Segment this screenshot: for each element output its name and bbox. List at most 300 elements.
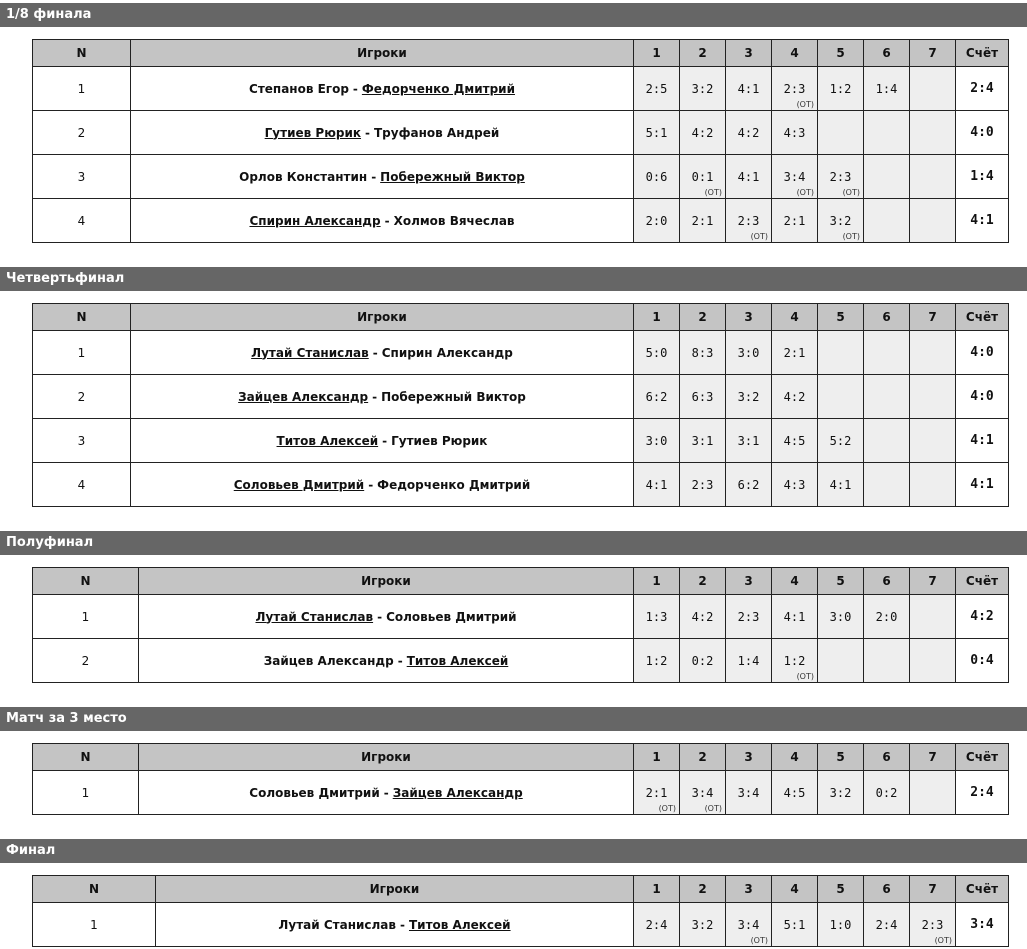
game-score-value: 3:4 [783, 169, 806, 184]
game-score-value: 1:2 [829, 81, 852, 96]
results-table [32, 567, 1009, 683]
overtime-mark: (ОТ) [750, 936, 768, 945]
overtime-mark: (ОТ) [842, 188, 860, 197]
game-score-value: 4:1 [645, 477, 668, 492]
player-name: Орлов Константин [239, 169, 368, 184]
game-score [772, 199, 818, 243]
game-score [634, 331, 680, 375]
game-score-value: 5:1 [645, 125, 668, 140]
game-score [864, 111, 910, 155]
players-separator: - [372, 389, 378, 404]
game-score-value: 3:0 [645, 433, 668, 448]
game-score [726, 771, 772, 815]
game-score-value: 1:2 [783, 653, 806, 668]
game-score-value: 2:1 [783, 213, 806, 228]
game-score-value: 4:3 [783, 477, 806, 492]
col-header-total: Счёт [956, 304, 1009, 331]
overtime-mark: (ОТ) [704, 188, 722, 197]
game-score-value: 4:1 [783, 609, 806, 624]
match-number: 1 [33, 903, 156, 947]
game-score [910, 903, 956, 947]
match-number: 1 [33, 771, 139, 815]
game-score [864, 155, 910, 199]
match-total: 4:1 [956, 463, 1009, 507]
game-score-value: 0:2 [875, 785, 898, 800]
game-score [726, 199, 772, 243]
game-score [818, 111, 864, 155]
col-header-set: 2 [680, 40, 726, 67]
game-score [772, 595, 818, 639]
match-players [131, 199, 634, 243]
game-score [634, 199, 680, 243]
player-link[interactable]: Лутай Станислав [251, 345, 369, 360]
game-score-value: 3:2 [829, 213, 852, 228]
stage-title: Финал [0, 839, 1027, 863]
player-link[interactable]: Зайцев Александр [238, 389, 369, 404]
game-score-value: 3:1 [737, 433, 760, 448]
match-number: 1 [33, 67, 131, 111]
players-separator: - [368, 477, 374, 492]
match-total: 4:1 [956, 419, 1009, 463]
col-header-set: 4 [772, 304, 818, 331]
col-header-set: 5 [818, 40, 864, 67]
overtime-mark: (ОТ) [796, 188, 814, 197]
game-score-value: 4:1 [737, 169, 760, 184]
game-score [726, 331, 772, 375]
game-score-value: 3:0 [737, 345, 760, 360]
match-row [33, 67, 1009, 111]
player-link[interactable]: Лутай Станислав [255, 609, 374, 624]
game-score-value: 2:1 [691, 213, 714, 228]
game-score [680, 639, 726, 683]
col-header-set: 3 [726, 568, 772, 595]
game-score-value: 2:3 [783, 81, 806, 96]
game-score [634, 595, 680, 639]
game-score [864, 463, 910, 507]
overtime-mark: (ОТ) [796, 672, 814, 681]
col-header-set: 4 [772, 876, 818, 903]
game-score-value: 2:3 [737, 609, 760, 624]
header-row [33, 40, 1009, 67]
players-separator: - [397, 653, 403, 668]
player-name: Гутиев Рюрик [391, 433, 488, 448]
players-separator: - [382, 433, 388, 448]
game-score-value: 2:4 [645, 917, 668, 932]
game-score [680, 419, 726, 463]
match-total: 4:1 [956, 199, 1009, 243]
match-players [131, 463, 634, 507]
game-score-value: 2:3 [737, 213, 760, 228]
game-score [634, 419, 680, 463]
player-link[interactable]: Спирин Александр [249, 213, 381, 228]
stage-title: Полуфинал [0, 531, 1027, 555]
game-score [818, 771, 864, 815]
player-name: Холмов Вячеслав [393, 213, 515, 228]
player-name: Степанов Егор [249, 81, 349, 96]
col-header-set: 4 [772, 40, 818, 67]
game-score [772, 419, 818, 463]
match-row [33, 463, 1009, 507]
header-row [33, 876, 1009, 903]
game-score [726, 67, 772, 111]
col-header-set: 5 [818, 568, 864, 595]
player-name: Зайцев Александр [263, 653, 394, 668]
game-score [772, 375, 818, 419]
game-score [772, 67, 818, 111]
game-score [818, 331, 864, 375]
game-score-value: 4:5 [783, 433, 806, 448]
game-score [726, 375, 772, 419]
game-score [726, 155, 772, 199]
game-score [680, 67, 726, 111]
game-score [910, 771, 956, 815]
game-score [910, 639, 956, 683]
game-score [864, 639, 910, 683]
players-separator: - [400, 917, 405, 932]
player-link[interactable]: Побережный Виктор [380, 169, 525, 184]
game-score-value: 5:1 [783, 917, 806, 932]
game-score-value: 3:2 [737, 389, 760, 404]
player-link[interactable]: Титов Алексей [276, 433, 379, 448]
game-score-value: 4:1 [829, 477, 852, 492]
game-score-value: 2:3 [691, 477, 714, 492]
match-players [139, 639, 634, 683]
game-score-value: 2:5 [645, 81, 668, 96]
game-score [910, 199, 956, 243]
match-total: 2:4 [956, 771, 1009, 815]
match-number: 4 [33, 463, 131, 507]
game-score [864, 331, 910, 375]
overtime-mark: (ОТ) [704, 804, 722, 813]
game-score [634, 67, 680, 111]
game-score-value: 4:5 [783, 785, 806, 800]
stage-title: Четвертьфинал [0, 267, 1027, 291]
game-score-value: 0:2 [691, 653, 714, 668]
col-header-set: 6 [864, 568, 910, 595]
game-score [910, 595, 956, 639]
game-score-value: 1:0 [829, 917, 852, 932]
game-score-value: 3:0 [829, 609, 852, 624]
col-header-players: Игроки [131, 40, 634, 67]
player-name: Соловьев Дмитрий [249, 785, 380, 800]
col-header-set: 4 [772, 568, 818, 595]
match-row [33, 375, 1009, 419]
header-row [33, 304, 1009, 331]
game-score [772, 155, 818, 199]
col-header-total: Счёт [956, 876, 1009, 903]
col-header-set: 6 [864, 40, 910, 67]
match-row [33, 639, 1009, 683]
match-number: 1 [33, 595, 139, 639]
game-score [772, 771, 818, 815]
game-score-value: 1:3 [645, 609, 668, 624]
col-header-players: Игроки [156, 876, 634, 903]
game-score [772, 639, 818, 683]
game-score [910, 155, 956, 199]
col-header-players: Игроки [131, 304, 634, 331]
player-link[interactable]: Гутиев Рюрик [264, 125, 362, 140]
results-table [32, 875, 1009, 947]
players-separator: - [377, 609, 383, 624]
game-score-value: 1:2 [645, 653, 668, 668]
game-score [680, 771, 726, 815]
game-score [634, 771, 680, 815]
game-score [680, 463, 726, 507]
col-header-set: 5 [818, 744, 864, 771]
game-score [864, 375, 910, 419]
game-score [772, 111, 818, 155]
match-row [33, 199, 1009, 243]
col-header-set: 6 [864, 304, 910, 331]
overtime-mark: (ОТ) [842, 232, 860, 241]
game-score-value: 4:2 [737, 125, 760, 140]
match-players [131, 155, 634, 199]
player-name: Федорченко Дмитрий [377, 477, 531, 492]
match-row [33, 595, 1009, 639]
header-row [33, 744, 1009, 771]
match-number: 2 [33, 111, 131, 155]
player-name: Труфанов Андрей [374, 125, 500, 140]
game-score [818, 199, 864, 243]
col-header-set: 7 [910, 40, 956, 67]
game-score-value: 6:2 [737, 477, 760, 492]
col-header-n: N [33, 40, 131, 67]
players-separator: - [365, 125, 370, 140]
col-header-set: 5 [818, 876, 864, 903]
match-row [33, 155, 1009, 199]
player-name: Побережный Виктор [381, 389, 526, 404]
game-score-value: 1:4 [737, 653, 760, 668]
col-header-set: 2 [680, 876, 726, 903]
col-header-set: 1 [634, 568, 680, 595]
col-header-set: 5 [818, 304, 864, 331]
game-score [818, 639, 864, 683]
players-separator: - [383, 785, 389, 800]
match-row [33, 419, 1009, 463]
match-players [131, 375, 634, 419]
col-header-set: 3 [726, 40, 772, 67]
match-number: 3 [33, 419, 131, 463]
game-score [910, 463, 956, 507]
player-link[interactable]: Федорченко Дмитрий [361, 81, 515, 96]
game-score-value: 2:1 [783, 345, 806, 360]
game-score [818, 463, 864, 507]
match-row [33, 111, 1009, 155]
game-score [864, 419, 910, 463]
stage-title: 1/8 финала [0, 3, 1027, 27]
col-header-total: Счёт [956, 568, 1009, 595]
match-total: 3:4 [956, 903, 1009, 947]
col-header-set: 1 [634, 304, 680, 331]
game-score [726, 463, 772, 507]
game-score-value: 2:0 [875, 609, 898, 624]
col-header-set: 4 [772, 744, 818, 771]
overtime-mark: (ОТ) [658, 804, 676, 813]
game-score [864, 903, 910, 947]
match-total: 4:0 [956, 375, 1009, 419]
game-score-value: 2:4 [875, 917, 898, 932]
player-name: Соловьев Дмитрий [386, 609, 517, 624]
game-score [634, 903, 680, 947]
header-row [33, 568, 1009, 595]
game-score-value: 6:3 [691, 389, 714, 404]
game-score [680, 595, 726, 639]
game-score-value: 0:6 [645, 169, 668, 184]
game-score-value: 2:3 [921, 917, 944, 932]
col-header-set: 1 [634, 876, 680, 903]
game-score-value: 3:2 [829, 785, 852, 800]
game-score [634, 155, 680, 199]
match-number: 2 [33, 639, 139, 683]
game-score [726, 595, 772, 639]
game-score-value: 5:0 [645, 345, 668, 360]
game-score-value: 2:0 [645, 213, 668, 228]
game-score [726, 419, 772, 463]
game-score [634, 463, 680, 507]
game-score-value: 3:2 [691, 917, 714, 932]
col-header-total: Счёт [956, 40, 1009, 67]
players-separator: - [372, 345, 378, 360]
players-separator: - [371, 169, 377, 184]
col-header-n: N [33, 744, 139, 771]
game-score [864, 771, 910, 815]
game-score [680, 903, 726, 947]
col-header-set: 2 [680, 304, 726, 331]
match-number: 3 [33, 155, 131, 199]
game-score-value: 3:2 [691, 81, 714, 96]
match-total: 4:0 [956, 111, 1009, 155]
results-table [32, 303, 1009, 507]
col-header-set: 1 [634, 744, 680, 771]
game-score [818, 155, 864, 199]
game-score-value: 4:1 [737, 81, 760, 96]
col-header-set: 3 [726, 876, 772, 903]
players-separator: - [384, 213, 390, 228]
game-score-value: 5:2 [829, 433, 852, 448]
game-score [818, 595, 864, 639]
player-link[interactable]: Титов Алексей [406, 653, 509, 668]
game-score [680, 155, 726, 199]
game-score-value: 0:1 [691, 169, 714, 184]
col-header-set: 1 [634, 40, 680, 67]
player-link[interactable]: Зайцев Александр [392, 785, 523, 800]
player-link[interactable]: Соловьев Дмитрий [233, 477, 365, 492]
game-score-value: 3:4 [737, 785, 760, 800]
game-score [680, 199, 726, 243]
results-table [32, 743, 1009, 815]
match-total: 4:0 [956, 331, 1009, 375]
overtime-mark: (ОТ) [796, 100, 814, 109]
match-number: 4 [33, 199, 131, 243]
col-header-set: 6 [864, 744, 910, 771]
game-score-value: 3:4 [691, 785, 714, 800]
col-header-players: Игроки [139, 744, 634, 771]
game-score [910, 419, 956, 463]
match-row [33, 903, 1009, 947]
game-score [726, 639, 772, 683]
game-score-value: 4:3 [783, 125, 806, 140]
match-players [131, 111, 634, 155]
game-score [910, 67, 956, 111]
col-header-n: N [33, 876, 156, 903]
game-score [910, 375, 956, 419]
col-header-set: 3 [726, 304, 772, 331]
col-header-set: 7 [910, 876, 956, 903]
match-row [33, 331, 1009, 375]
players-separator: - [352, 81, 358, 96]
stage-title: Матч за 3 место [0, 707, 1027, 731]
match-players [139, 595, 634, 639]
col-header-set: 7 [910, 744, 956, 771]
col-header-n: N [33, 304, 131, 331]
match-total: 4:2 [956, 595, 1009, 639]
game-score [910, 331, 956, 375]
match-total: 0:4 [956, 639, 1009, 683]
overtime-mark: (ОТ) [750, 232, 768, 241]
game-score [772, 903, 818, 947]
game-score-value: 8:3 [691, 345, 714, 360]
game-score-value: 4:2 [783, 389, 806, 404]
game-score [772, 463, 818, 507]
game-score-value: 3:4 [737, 917, 760, 932]
match-players [131, 419, 634, 463]
game-score [772, 331, 818, 375]
player-link[interactable]: Титов Алексей [408, 917, 511, 932]
game-score-value: 4:2 [691, 125, 714, 140]
results-table [32, 39, 1009, 243]
game-score [680, 111, 726, 155]
game-score [818, 67, 864, 111]
game-score [634, 375, 680, 419]
game-score-value: 2:3 [829, 169, 852, 184]
col-header-n: N [33, 568, 139, 595]
game-score [726, 111, 772, 155]
game-score-value: 4:2 [691, 609, 714, 624]
game-score [634, 639, 680, 683]
match-players [156, 903, 634, 947]
player-name: Спирин Александр [381, 345, 513, 360]
match-number: 2 [33, 375, 131, 419]
match-players [131, 67, 634, 111]
game-score [864, 67, 910, 111]
game-score [726, 903, 772, 947]
game-score [910, 111, 956, 155]
col-header-players: Игроки [139, 568, 634, 595]
match-total: 1:4 [956, 155, 1009, 199]
col-header-set: 7 [910, 304, 956, 331]
game-score [864, 199, 910, 243]
col-header-set: 6 [864, 876, 910, 903]
game-score [680, 375, 726, 419]
player-name: Лутай Станислав [278, 917, 396, 932]
game-score-value: 2:1 [645, 785, 668, 800]
game-score-value: 3:1 [691, 433, 714, 448]
game-score-value: 1:4 [875, 81, 898, 96]
game-score [818, 419, 864, 463]
col-header-set: 2 [680, 568, 726, 595]
game-score [634, 111, 680, 155]
match-total: 2:4 [956, 67, 1009, 111]
col-header-total: Счёт [956, 744, 1009, 771]
game-score [818, 375, 864, 419]
match-players [131, 331, 634, 375]
match-players [139, 771, 634, 815]
match-row [33, 771, 1009, 815]
game-score [864, 595, 910, 639]
game-score [680, 331, 726, 375]
col-header-set: 2 [680, 744, 726, 771]
col-header-set: 3 [726, 744, 772, 771]
